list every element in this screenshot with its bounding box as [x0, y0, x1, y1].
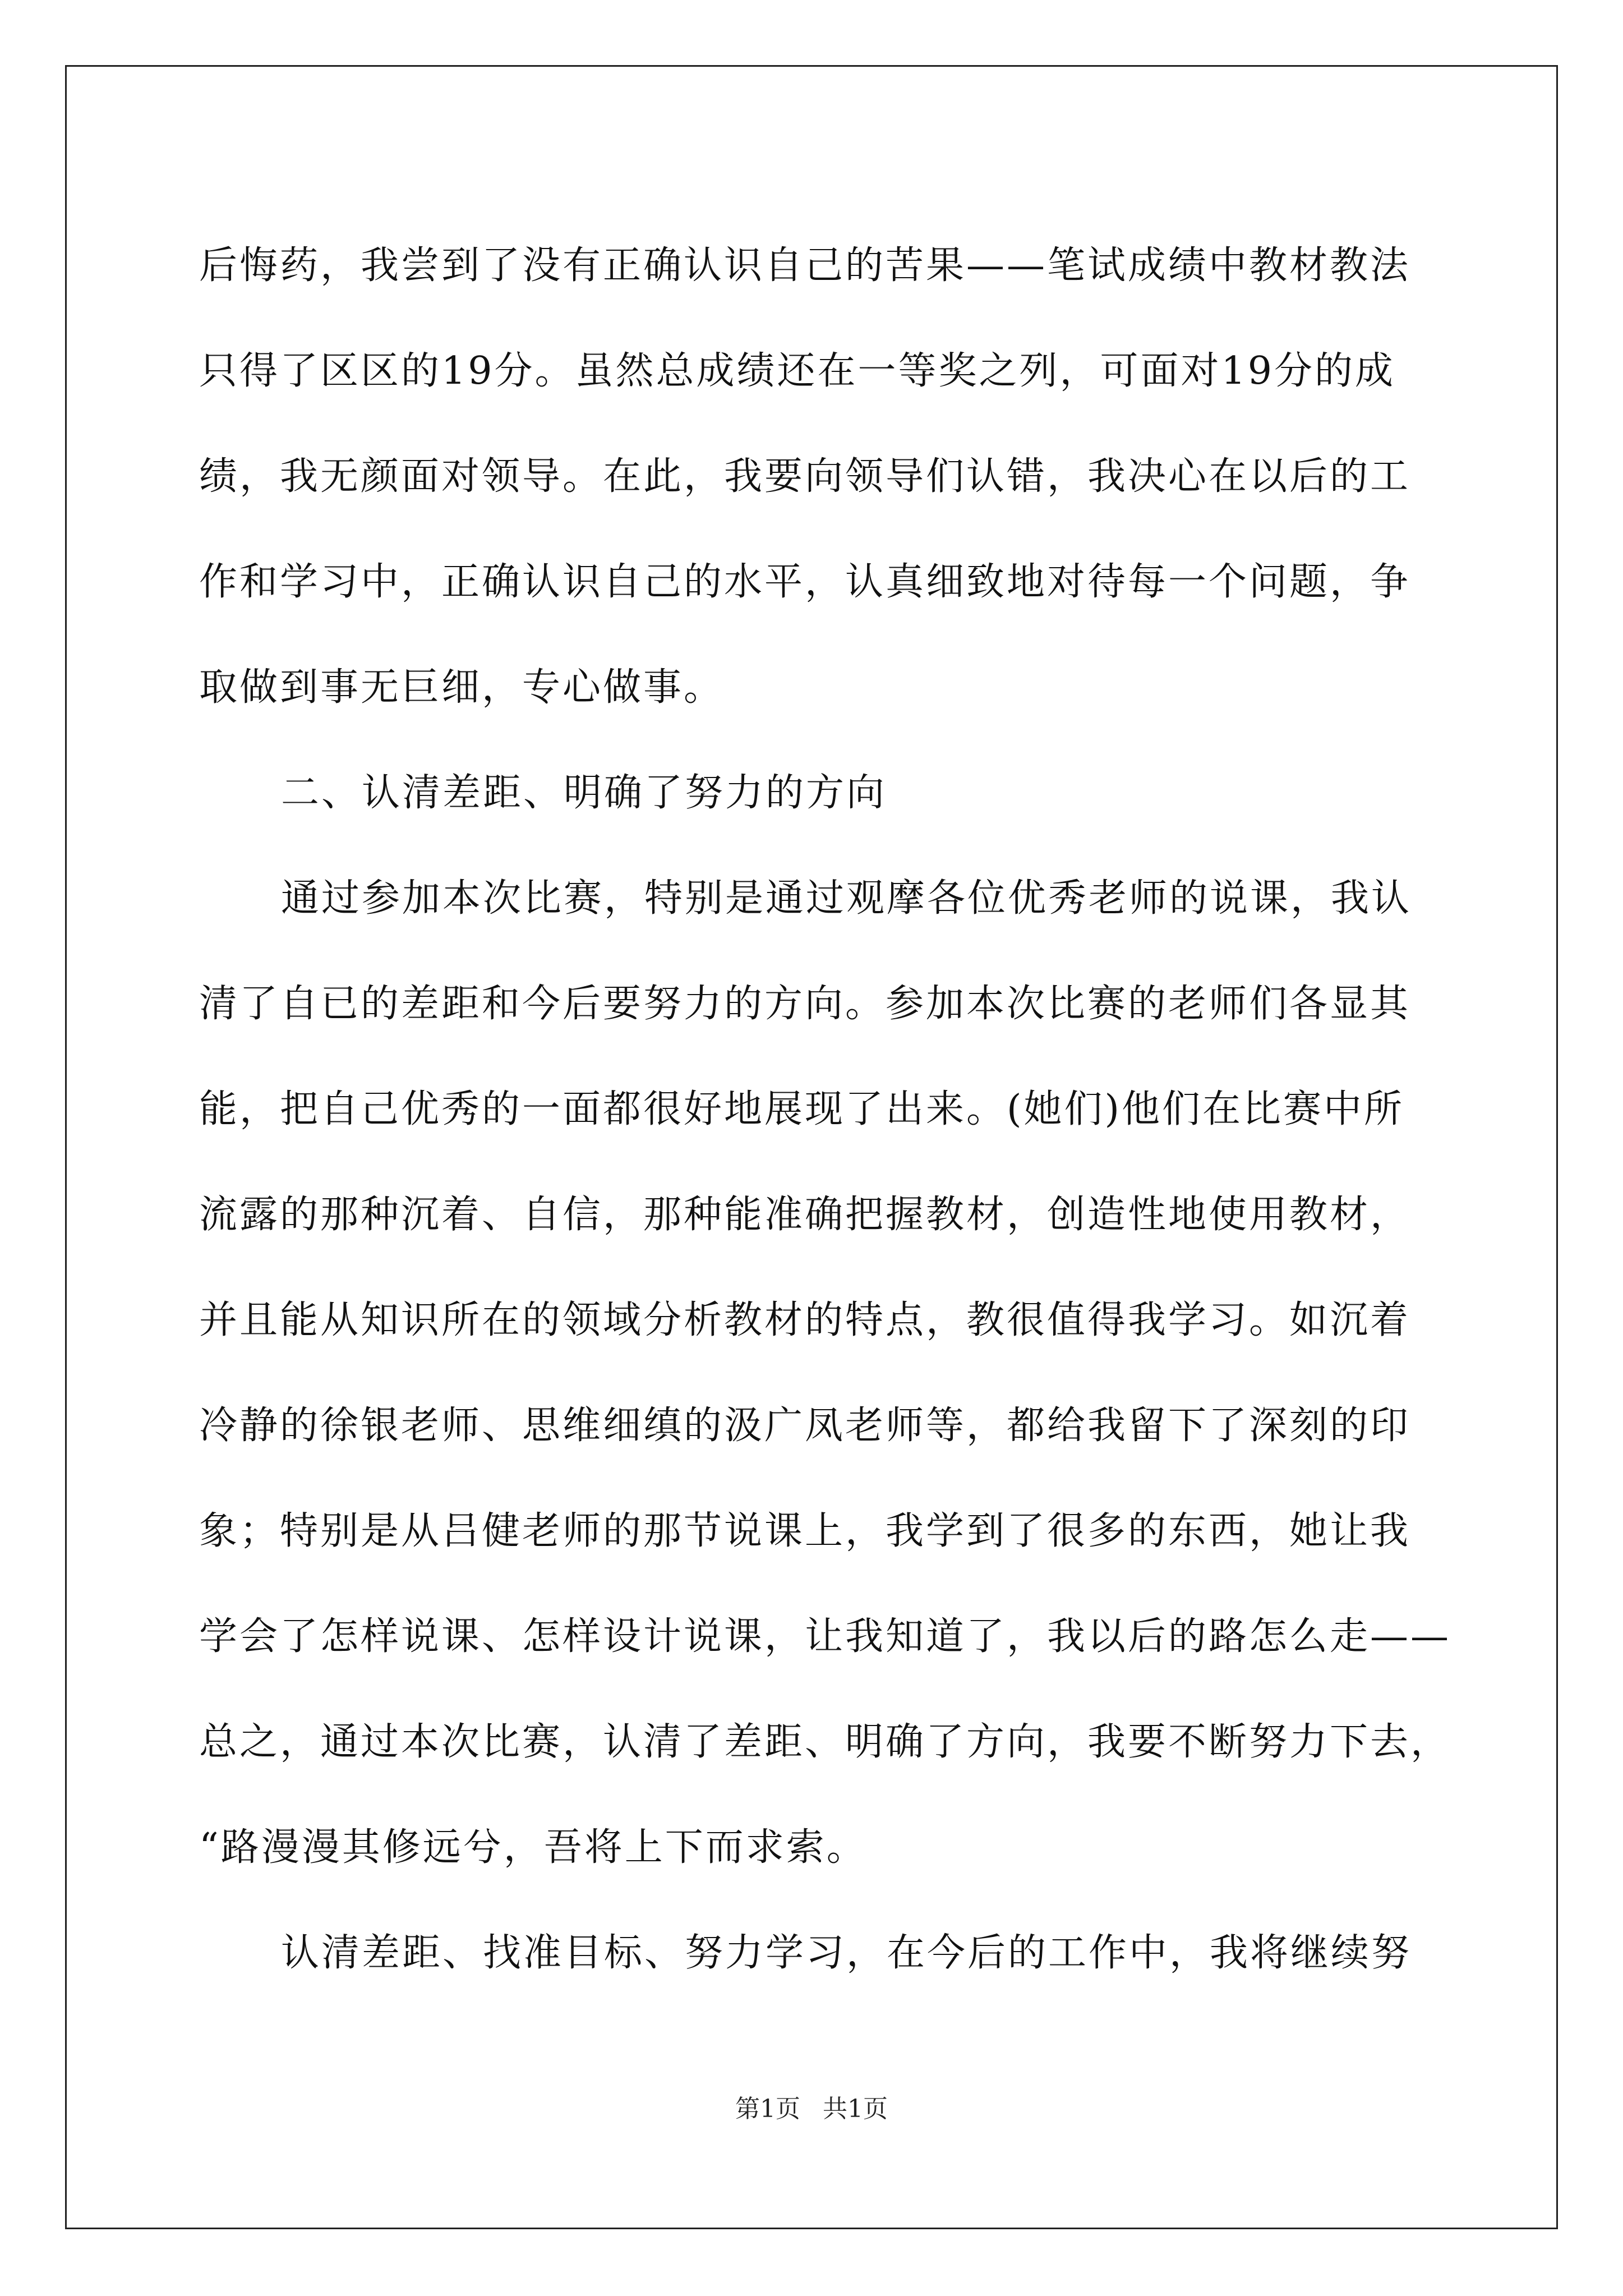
text-line: 流露的那种沉着、自信，那种能准确把握教材，创造性地使用教材，	[199, 1193, 1411, 1237]
text-line: 绩，我无颜面对领导。在此，我要向领导们认错，我决心在以后的工	[199, 454, 1411, 499]
text-line: 认清差距、找准目标、努力学习，在今后的工作中，我将继续努	[281, 1931, 1412, 1975]
text-line: 冷静的徐银老师、思维细缜的汲广凤老师等，都给我留下了深刻的印	[199, 1404, 1411, 1448]
text-line: 清了自已的差距和今后要努力的方向。参加本次比赛的老师们各显其	[199, 982, 1411, 1026]
document-body	[199, 213, 1451, 2006]
text-line: 能，把自己优秀的一面都很好地展现了出来。(她们)他们在比赛中所	[199, 1087, 1405, 1131]
text-line: 并且能从知识所在的领域分析教材的特点，教很值得我学习。如沉着	[199, 1298, 1411, 1342]
text-line: 二、认清差距、明确了努力的方向	[281, 771, 887, 815]
text-line: 只得了区区的19分。虽然总成绩还在一等奖之列，可面对19分的成	[199, 349, 1396, 393]
text-line: 通过参加本次比赛，特别是通过观摩各位优秀老师的说课，我认	[281, 876, 1412, 921]
text-line: 总之，通过本次比赛，认清了差距、明确了方向，我要不断努力下去，	[199, 1720, 1451, 1764]
page-total: 共1页	[823, 2095, 888, 2123]
page-number: 第1页	[735, 2095, 800, 2123]
text-line: 作和学习中，正确认识自己的水平，认真细致地对待每一个问题，争	[199, 560, 1411, 604]
text-line: 象；特别是从吕健老师的那节说课上，我学到了很多的东西，她让我	[199, 1509, 1411, 1553]
text-line: 学会了怎样说课、怎样设计说课，让我知道了，我以后的路怎么走——	[199, 1614, 1451, 1659]
page-footer	[0, 2092, 1623, 2126]
text-line: “路漫漫其修远兮，吾将上下而求索。	[199, 1825, 867, 1870]
text-line: 后悔药，我尝到了没有正确认识自己的苦果——笔试成绩中教材教法	[199, 243, 1411, 288]
text-line: 取做到事无巨细，专心做事。	[199, 665, 725, 710]
